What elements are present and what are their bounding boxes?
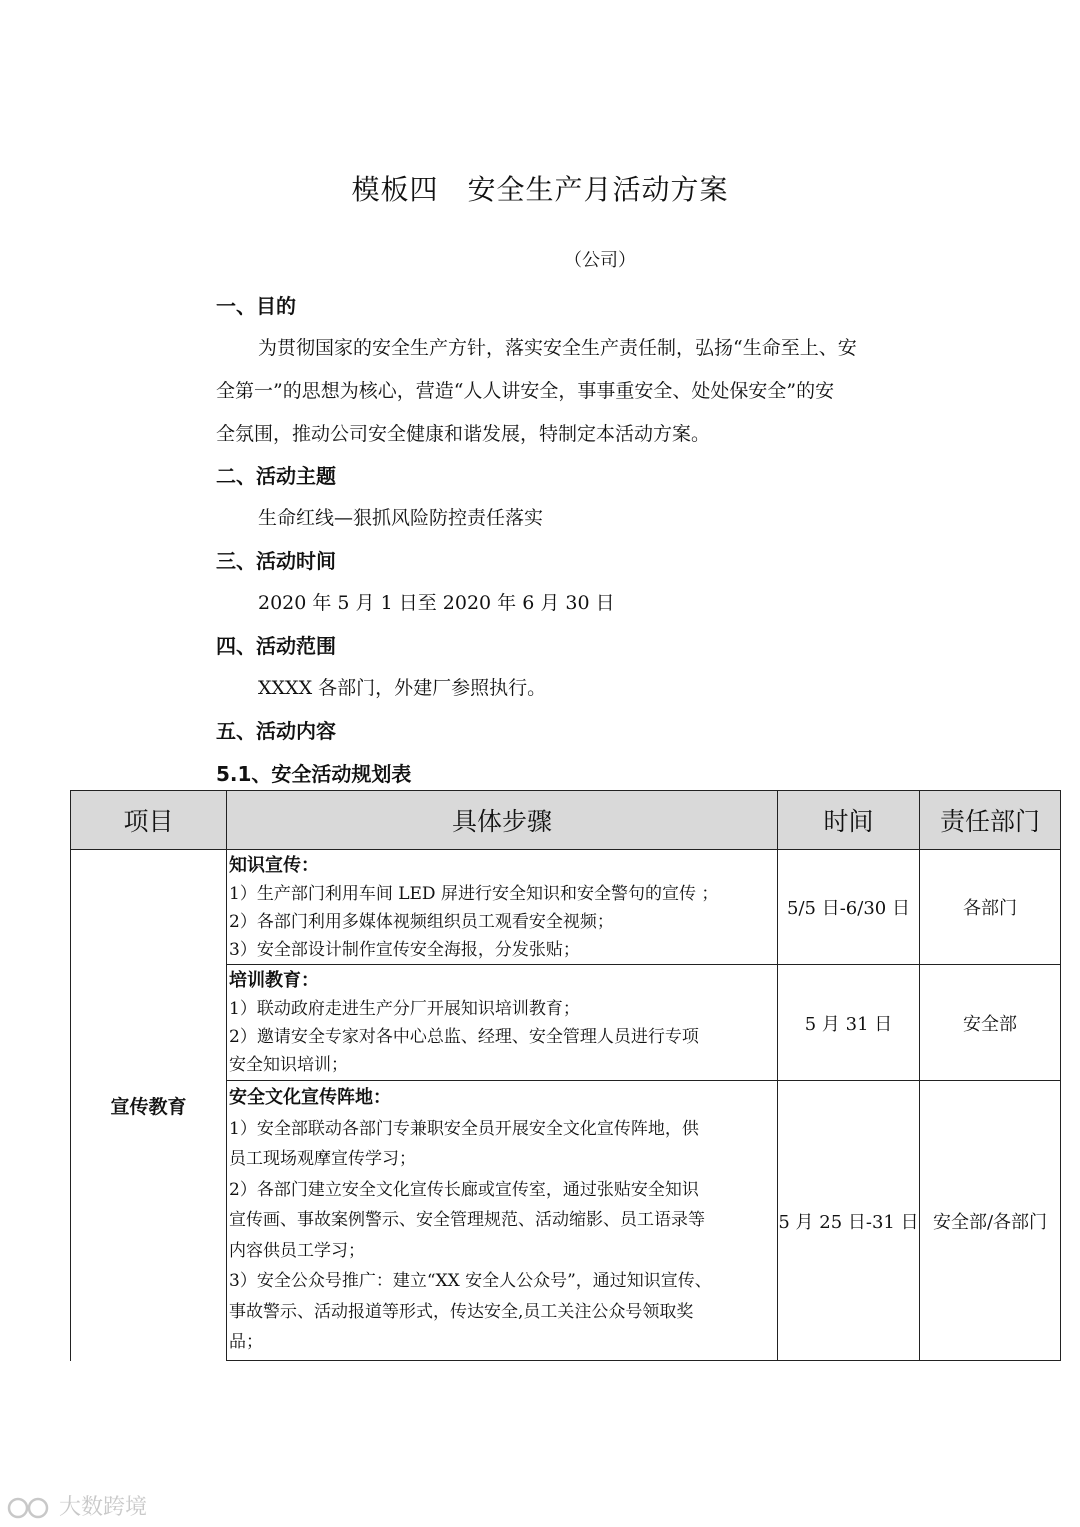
- table-row: [71, 850, 1061, 965]
- scope-text: XXXX 各部门，外建厂参照执行。: [258, 677, 547, 699]
- step-line: 2）各部门建立安全文化宣传长廊或宣传室，通过张贴安全知识: [229, 1179, 699, 1200]
- page-subtitle: （公司）: [564, 250, 636, 271]
- table-header-row: [71, 791, 1061, 850]
- step-line: 1）生产部门利用车间 LED 屏进行安全知识和安全警句的宣传 ；: [229, 884, 719, 904]
- purpose-line-1: 为贯彻国家的安全生产方针，落实安全生产责任制，弘扬“生命至上、安: [258, 337, 857, 359]
- step-title: 知识宣传：: [229, 855, 319, 876]
- section-heading-time: 三、活动时间: [216, 549, 336, 573]
- step-line: 员工现场观摩宣传学习；: [229, 1149, 416, 1169]
- step-title: 培训教育：: [229, 970, 319, 991]
- step-line: 3）安全公众号推广：建立“XX 安全人公众号”，通过知识宣传、: [229, 1271, 712, 1291]
- watermark-logo-icon: [6, 1496, 52, 1520]
- purpose-line-2: 全第一”的思想为核心，营造“人人讲安全，事事重安全、处处保安全”的安: [216, 380, 835, 402]
- step-line: 宣传画、事故案例警示、安全管理规范、活动缩影、员工语录等: [229, 1210, 705, 1230]
- steps-cell: [227, 1081, 778, 1361]
- step-title: 安全文化宣传阵地：: [229, 1087, 391, 1108]
- dept-cell: 安全部: [920, 965, 1061, 1081]
- section-heading-scope: 四、活动范围: [216, 634, 336, 658]
- section-heading-content: 五、活动内容: [216, 719, 336, 743]
- step-line: 1）安全部联动各部门专兼职安全员开展安全文化宣传阵地，供: [229, 1118, 699, 1139]
- header-steps: 具体步骤: [227, 791, 778, 850]
- step-line: 安全知识培训；: [229, 1055, 348, 1075]
- watermark-text: 大数跨境: [59, 1495, 148, 1520]
- step-line: 2）各部门利用多媒体视频组织员工观看安全视频；: [229, 912, 614, 932]
- purpose-line-3: 全氛围，推动公司安全健康和谐发展，特制定本活动方案。: [216, 423, 711, 445]
- section-heading-theme: 二、活动主题: [216, 464, 336, 488]
- step-line: 事故警示、活动报道等形式，传达安全,员工关注公众号领取奖: [229, 1301, 694, 1322]
- section-heading-purpose: 一、目的: [216, 294, 296, 318]
- activity-plan-table: [70, 790, 1061, 1361]
- steps-cell: [227, 850, 778, 965]
- time-cell: 5/5 日-6/30 日: [778, 850, 920, 965]
- time-cell: 5 月 25 日-31 日: [778, 1081, 920, 1361]
- theme-text: 生命红线—狠抓风险防控责任落实: [258, 507, 544, 529]
- plan-table-heading: 5.1、安全活动规划表: [216, 762, 412, 786]
- step-line: 品；: [229, 1332, 263, 1352]
- header-dept: 责任部门: [920, 791, 1061, 850]
- step-line: 3）安全部设计制作宣传安全海报，分发张贴；: [229, 940, 580, 960]
- dept-cell: 各部门: [920, 850, 1061, 965]
- dept-cell: 安全部/各部门: [920, 1081, 1061, 1361]
- step-line: 2）邀请安全专家对各中心总监、经理、安全管理人员进行专项: [229, 1027, 699, 1047]
- time-text: 2020 年 5 月 1 日至 2020 年 6 月 30 日: [258, 592, 615, 614]
- time-cell: 5 月 31 日: [778, 965, 920, 1081]
- page-title: 模板四 安全生产月活动方案: [351, 173, 729, 206]
- steps-cell: [227, 965, 778, 1081]
- step-line: 内容供员工学习；: [229, 1240, 365, 1261]
- header-item: 项目: [71, 791, 227, 850]
- step-line: 1）联动政府走进生产分厂开展知识培训教育；: [229, 999, 580, 1019]
- header-time: 时间: [778, 791, 920, 850]
- category-cell: 宣传教育: [71, 850, 227, 1361]
- watermark: [6, 1490, 147, 1521]
